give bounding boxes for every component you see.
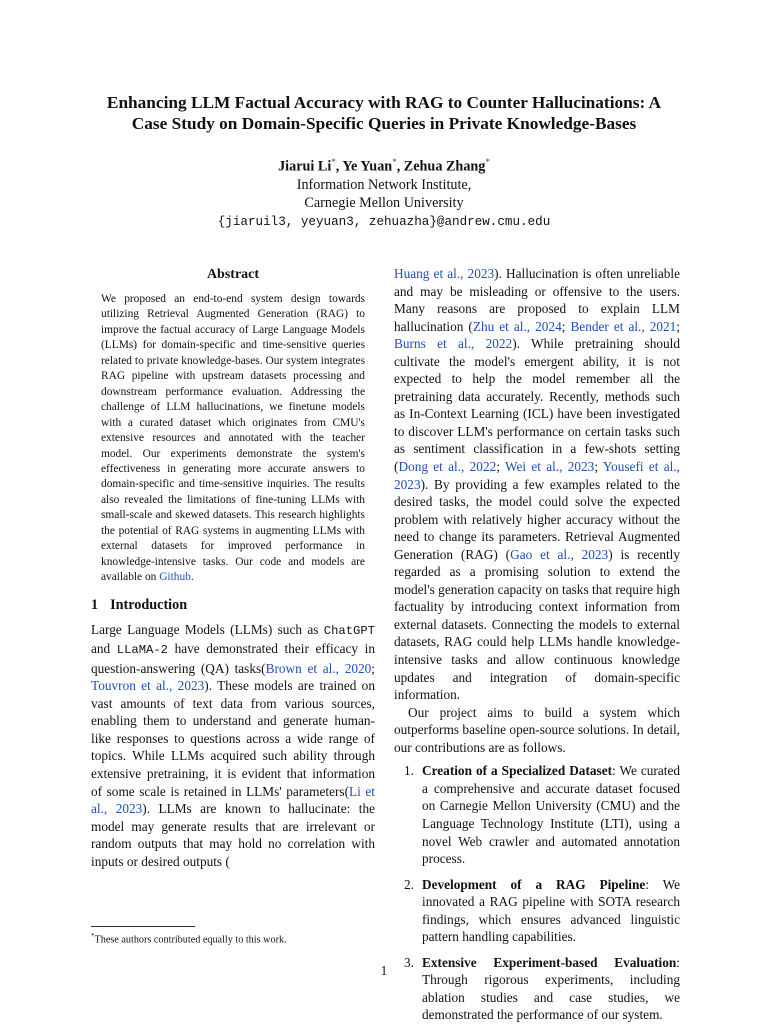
footnote: [91, 929, 375, 947]
body-text: and: [91, 641, 117, 657]
abstract-heading: Abstract: [206, 267, 260, 282]
author-mark: *: [331, 157, 336, 167]
citation-link[interactable]: Gao et al., 2023: [510, 546, 609, 562]
citation-link[interactable]: Li et al., 2023: [91, 783, 375, 817]
author-list: Jiarui Li*, Ye Yuan*, Zehua Zhang*: [278, 157, 490, 175]
body-text: ;: [594, 459, 603, 475]
title-line-1: Enhancing LLM Factual Accuracy with RAG to Counter Hallucinations: A: [106, 93, 662, 112]
list-number: 1.: [404, 763, 414, 779]
page-number: 1: [380, 963, 388, 978]
model-name: LLaMA-2: [116, 643, 168, 658]
title-line-2: Case Study on Domain-Specific Queries in Private Knowledge-Bases: [131, 114, 637, 133]
abstract-body: We proposed an end-to-end system design towards utilizing Retrieval Augmented Generation (RAG) to improve the factual accuracy of Large Language Models (LLMs) for domain-specific and time-sensitive queries related to private knowledge-bases. Our system integrates RAG pipeline with upstream datasets processing and downstream performance evaluation. Addressing the challenge of LLM hallucinations, we finetune models with a curated dataset which originates from CMU's extensive resources and annotated with the teacher model. Our experiments demonstrate the system's effectiveness in generating more accurate answers to domain-specific and time-sensitive inquiries. The results also revealed the limitations of fine-tuning LLMs with small-scale and skewed datasets. This research highlights the potential of RAG systems in augmenting LLMs with external datasets for improved performance in knowledge-intensive tasks. Our code and models are available on: [101, 293, 365, 584]
body-text: ;: [561, 318, 571, 334]
list-item: [394, 762, 680, 867]
section-number: 1: [91, 596, 99, 613]
citation-link[interactable]: Dong et al., 2022: [398, 459, 497, 475]
introduction-paragraph-1-continued: [394, 265, 680, 704]
github-link[interactable]: Github: [159, 571, 191, 584]
model-name: ChatGPT: [323, 623, 375, 638]
citation-link[interactable]: Wei et al., 2023: [504, 459, 595, 475]
affiliation-line-2: Carnegie Mellon University: [304, 194, 464, 211]
list-text: : Through rigorous experiments, including ablation studies and case studies, we demonstrated the performance of our system.: [422, 954, 680, 1023]
citation-link[interactable]: Bender et al., 2021: [570, 318, 677, 334]
body-text: ). Hallucination is often unreliable and may be misleading or offensive to the users. Many: [394, 266, 680, 317]
left-column: [91, 265, 375, 870]
body-text: ) is recently regarded as a promising solution to extend the model's generation capacity on tasks that require high factuality by introducing context information from external datasets. Connecting the models to external datasets, RAG could help LLMs handle knowledge-intensive tasks and allow continuous knowledge updates and integration of domain-specific information.: [394, 546, 681, 703]
body-text: ). While pretraining should cultivate the model's emergent ability, it is not expected to help the model remember all the pretraining data accurately. Recently, methods such as In-Context Learning (ICL) have been investigated to discover LLM's performance on certain tasks such as sentiment classification in a few-shots setting (: [394, 336, 680, 475]
abstract-end: .: [190, 571, 194, 584]
introduction-paragraph-1: [91, 621, 375, 871]
author-mark: *: [485, 157, 490, 167]
list-text: : We innovated a RAG pipeline with SOTA research findings, which ensures advanced linguistic pattern handling capabilities.: [422, 876, 680, 945]
list-lead: Extensive Experiment-based Evaluation: [422, 954, 677, 970]
body-text: ;: [371, 660, 375, 676]
list-lead: Development of a RAG Pipeline: [422, 876, 646, 892]
list-number: 2.: [404, 876, 414, 892]
abstract-text: [101, 292, 365, 586]
body-text: ). By providing a few examples related to the desired tasks, the model could solve the expected problem with relatively higher accuracy without the need to change its parameters. Retrieval Augmented Generation (RAG) (: [394, 476, 680, 562]
introduction-paragraph-2: Our project aims to build a system which outperforms baseline open-source solutions. In detail, our contributions are as follows.: [394, 704, 680, 755]
body-text: ;: [496, 459, 505, 475]
citation-link[interactable]: Huang et al., 2023: [394, 266, 495, 281]
body-text: ). LLMs are known to hallucinate: the model may generate results that are irrelevant or random outputs that may hold no correlation with inputs or desired outputs (: [91, 801, 375, 869]
list-item: [394, 876, 680, 946]
footnote-mark: *: [91, 932, 95, 940]
section-heading-introduction: [91, 595, 375, 615]
section-title: Introduction: [110, 596, 188, 613]
list-text: : We curated a comprehensive and accurate dataset focused on Carnegie Mellon University (CMU) and the Language Technology Institute (LTI), using a novel Web crawler and automated annotation process.: [422, 763, 680, 867]
author-name: Zehua Zhang: [403, 158, 486, 175]
body-text: ). These models are trained on vast amounts of text data from various sources, enabling them to understand and generate human-like responses to questions across a wide range of topics. While LLMs acquired such ability through extensive pretraining, it is evident that information of some scale is retained in LLMs' parameters(: [91, 678, 375, 799]
body-text: ;: [676, 318, 680, 334]
citation-link[interactable]: Brown et al., 2020: [265, 660, 372, 676]
list-number: 3.: [404, 954, 414, 970]
right-column: [394, 265, 680, 1032]
body-text: Large Language Models (LLMs) such as: [91, 621, 324, 637]
footnote-text: These authors contributed equally to this work.: [94, 934, 287, 946]
body-text: have demonstrated their efficacy in question-answering (QA) tasks(: [91, 641, 375, 676]
paper-title: [60, 92, 708, 134]
contributions-list: [394, 762, 680, 1024]
footnote-divider: [91, 926, 195, 927]
author-emails: {jiaruil3, yeyuan3, zehuazha}@andrew.cmu.edu: [217, 214, 551, 229]
citation-link[interactable]: Zhu et al., 2024: [472, 318, 562, 334]
author-name: Ye Yuan: [342, 158, 393, 175]
citation-link[interactable]: Touvron et al., 2023: [91, 678, 205, 694]
body-text: reasons are proposed to explain LLM hallucination (: [394, 301, 680, 334]
citation-link[interactable]: Burns et al., 2022: [394, 336, 513, 352]
affiliation-line-1: Information Network Institute,: [296, 176, 472, 193]
list-lead: Creation of a Specialized Dataset: [422, 763, 613, 779]
author-block: [60, 153, 708, 231]
author-mark: *: [392, 157, 397, 167]
citation-link[interactable]: Yousefi et al., 2023: [394, 459, 680, 492]
author-name: Jiarui Li: [278, 158, 332, 175]
